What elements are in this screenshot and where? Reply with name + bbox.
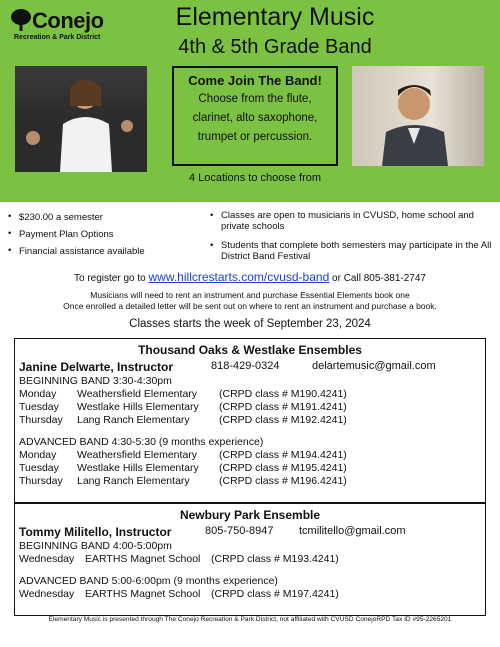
schedule-day: Thursday <box>19 475 63 487</box>
schedule-day: Thursday <box>19 414 63 426</box>
price-item: • Financial assistance available <box>8 246 203 257</box>
page-subtitle: 4th & 5th Grade Band <box>178 36 372 58</box>
rental-note: Musicians will need to rent an instrument and purchase Essential Elements book one <box>90 290 410 300</box>
register-prefix: To register go to <box>74 273 146 284</box>
schedule-school: Weathersfield Elementary <box>77 388 198 400</box>
instructor-email: tcmilitello@gmail.com <box>299 525 406 537</box>
schedule-school: Weathersfield Elementary <box>77 449 198 461</box>
section-title: Thousand Oaks & Westlake Ensembles <box>138 343 362 357</box>
locations-note: 4 Locations to choose from <box>188 172 322 184</box>
portrait-silhouette <box>352 66 484 166</box>
eligibility-list <box>210 210 495 270</box>
price-list <box>8 212 203 263</box>
schedule-crpd: (CRPD class # M192.4241) <box>219 414 347 426</box>
register-phone: or Call 805-381-2747 <box>332 273 426 284</box>
join-band-box <box>172 66 338 166</box>
schedule-day: Tuesday <box>19 401 59 413</box>
conejo-logo <box>10 6 130 50</box>
schedule-day: Wednesday <box>19 588 75 600</box>
schedule-row <box>15 588 485 601</box>
enrollment-note: Once enrolled a detailed letter will be sent out on where to rent an instrument and purchase a book. <box>63 301 437 311</box>
schedule-day: Wednesday <box>19 553 75 565</box>
schedule-day: Monday <box>19 449 57 461</box>
instructor-line <box>15 360 485 374</box>
schedule-row <box>15 414 485 427</box>
join-line: Choose from the flute, <box>198 93 312 105</box>
advanced-band-heading: ADVANCED BAND 5:00-6:00pm (9 months experience) <box>19 575 278 587</box>
schedule-row <box>15 401 485 414</box>
join-line: trumpet or percussion. <box>197 131 313 143</box>
footer-disclaimer: Elementary Music is presented through The Conejo Recreation & Park District, not affiliated with CVUSD ConejoRPD Tax ID #95-2265201 <box>48 616 452 623</box>
schedule-day: Tuesday <box>19 462 59 474</box>
schedule-school: EARTHS Magnet School <box>85 588 201 600</box>
schedule-crpd: (CRPD class # M195.4241) <box>219 462 347 474</box>
instructor-phone: 805-750-8947 <box>205 525 274 537</box>
section-title: Newbury Park Ensemble <box>179 508 321 522</box>
register-link[interactable]: www.hillcrestarts.com/cvusd-band <box>148 270 330 284</box>
schedule-row <box>15 462 485 475</box>
schedule-school: Lang Ranch Elementary <box>77 475 190 487</box>
schedule-crpd: (CRPD class # M197.4241) <box>211 588 339 600</box>
schedule-school: Westlake Hills Elementary <box>77 462 199 474</box>
price-item: • Payment Plan Options <box>8 229 203 240</box>
schedule-school: Lang Ranch Elementary <box>77 414 190 426</box>
thousand-oaks-section <box>14 338 486 503</box>
eligibility-item: • Students that complete both semesters may participate in the All District Band Festival <box>210 240 495 262</box>
instructor-phone: 818-429-0324 <box>211 360 280 372</box>
price-item: • $230.00 a semester <box>8 212 203 223</box>
register-line <box>0 270 500 284</box>
instructor-name: Janine Delwarte, Instructor <box>19 360 174 374</box>
instructor-portrait-photo <box>352 66 484 166</box>
schedule-school: EARTHS Magnet School <box>85 553 201 565</box>
instructor-name: Tommy Militello, Instructor <box>19 525 172 539</box>
photo-silhouette <box>15 66 147 172</box>
newbury-park-section <box>14 503 486 616</box>
instructor-line <box>15 525 485 539</box>
schedule-crpd: (CRPD class # M190.4241) <box>219 388 347 400</box>
join-line: clarinet, alto saxophone, <box>192 112 318 124</box>
schedule-row <box>15 449 485 462</box>
schedule-row <box>15 475 485 488</box>
beginning-band-heading: BEGINNING BAND 4:00-5:00pm <box>19 540 172 552</box>
schedule-crpd: (CRPD class # M196.4241) <box>219 475 347 487</box>
schedule-crpd: (CRPD class # M191.4241) <box>219 401 347 413</box>
tree-icon <box>10 8 32 32</box>
logo-subtitle: Recreation & Park District <box>14 34 101 41</box>
beginning-band-heading: BEGINNING BAND 3:30-4:30pm <box>19 375 172 387</box>
join-title: Come Join The Band! <box>188 73 322 88</box>
schedule-crpd: (CRPD class # M193.4241) <box>211 553 339 565</box>
schedule-row <box>15 553 485 566</box>
band-instructor-photo <box>15 66 147 172</box>
classes-start-date: Classes starts the week of September 23, 2024 <box>129 318 371 330</box>
schedule-crpd: (CRPD class # M194.4241) <box>219 449 347 461</box>
header-banner <box>0 0 500 202</box>
eligibility-item: • Classes are open to musicians in CVUSD, home school and private schools <box>210 210 495 232</box>
advanced-band-heading: ADVANCED BAND 4:30-5:30 (9 months experience) <box>19 436 264 448</box>
page-title: Elementary Music <box>175 3 375 31</box>
schedule-school: Westlake Hills Elementary <box>77 401 199 413</box>
schedule-row <box>15 388 485 401</box>
join-instruments <box>174 90 336 147</box>
logo-name: Conejo <box>32 8 104 33</box>
instructor-email: delartemusic@gmail.com <box>312 360 436 372</box>
schedule-day: Monday <box>19 388 57 400</box>
